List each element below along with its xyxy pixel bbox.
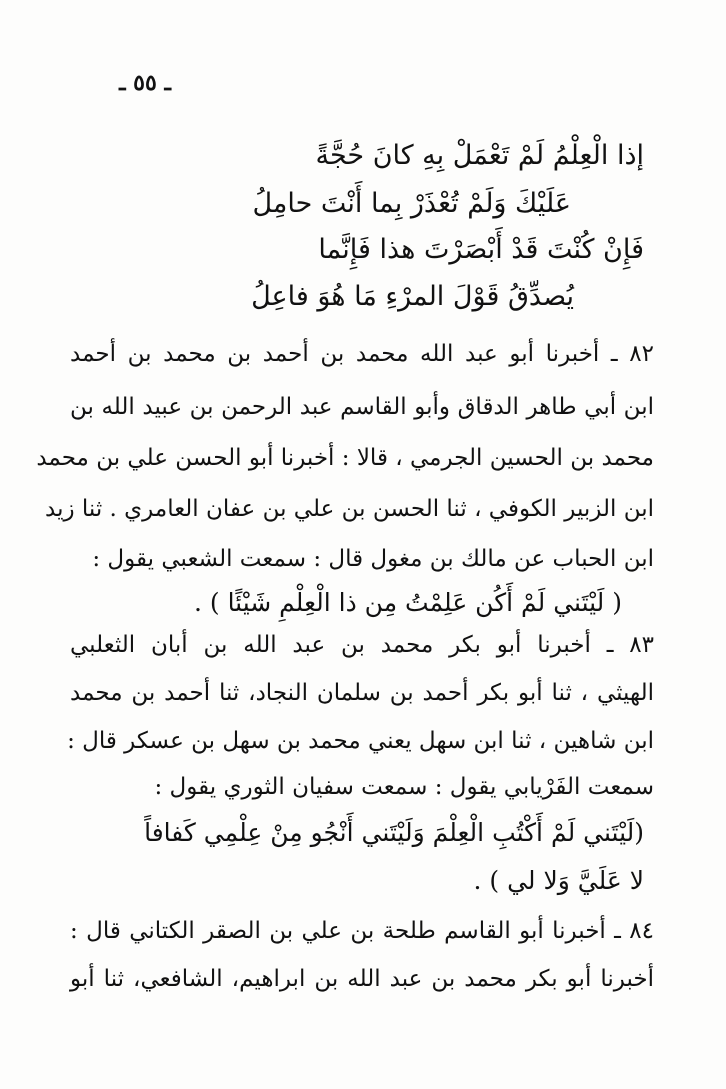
paragraph-83-quote-line-1: (لَيْتَني لَمْ أَكْتُبِ الْعِلْمَ وَلَيْتَني أَنْجُو مِنْ عِلْمِي كَفافاً — [144, 818, 644, 847]
paragraph-83-quote-line-2: لا عَلَيَّ وَلا لي ) . — [473, 866, 644, 895]
verse-line-3: فَإِنْ كُنْتَ قَدْ أَبْصَرْتَ هذا فَإِنَّما — [318, 234, 644, 265]
paragraph-83-line-1: ٨٣ ـ أخبرنا أبو بكر محمد بن عبد الله بن أبان الثعلبي — [70, 632, 654, 658]
paragraph-82-quote: ( لَيْتَني لَمْ أَكُن عَلِمْتُ مِن ذا الْعِلْمِ شَيْئًا ) . — [193, 588, 622, 617]
paragraph-82-line-4: ابن الزبير الكوفي ، ثنا الحسن بن علي بن عفان العامري . ثنا زيد — [45, 496, 654, 522]
paragraph-84-line-2: أخبرنا أبو بكر محمد بن عبد الله بن ابراهيم، الشافعي، ثنا أبو — [70, 966, 654, 992]
paragraph-82-line-2: ابن أبي طاهر الدقاق وأبو القاسم عبد الرحمن بن عبيد الله بن — [70, 394, 654, 420]
paragraph-83-line-3: ابن شاهين ، ثنا ابن سهل يعني محمد بن سهل بن عسكر قال : — [67, 728, 654, 754]
verse-line-2: عَلَيْكَ وَلَمْ تُعْذَرْ بِما أَنْتَ حامِلُ — [252, 188, 571, 219]
paragraph-82-line-1: ٨٢ ـ أخبرنا أبو عبد الله محمد بن أحمد بن محمد بن أحمد — [70, 341, 654, 367]
verse-line-4: يُصدِّقُ قَوْلَ المرْءِ مَا هُوَ فاعِلُ — [251, 281, 574, 312]
paragraph-84-line-1: ٨٤ ـ أخبرنا أبو القاسم طلحة بن علي بن الصقر الكتاني قال : — [70, 918, 654, 944]
verse-line-1: إذا الْعِلْمُ لَمْ تَعْمَلْ بِهِ كانَ حُجَّةً — [315, 140, 644, 171]
paragraph-82-line-3: محمد بن الحسين الجرمي ، قالا : أخبرنا أبو الحسن علي بن محمد — [36, 445, 654, 471]
paragraph-83-line-4: سمعت الفَرْيابي يقول : سمعت سفيان الثوري يقول : — [154, 774, 654, 800]
paragraph-83-line-2: الهيثي ، ثنا أبو بكر أحمد بن سلمان النجاد، ثنا أحمد بن محمد — [70, 680, 654, 706]
page-number: ـ ٥٥ ـ — [119, 70, 171, 96]
paragraph-82-line-5: ابن الحباب عن مالك بن مغول قال : سمعت الشعبي يقول : — [92, 546, 654, 572]
